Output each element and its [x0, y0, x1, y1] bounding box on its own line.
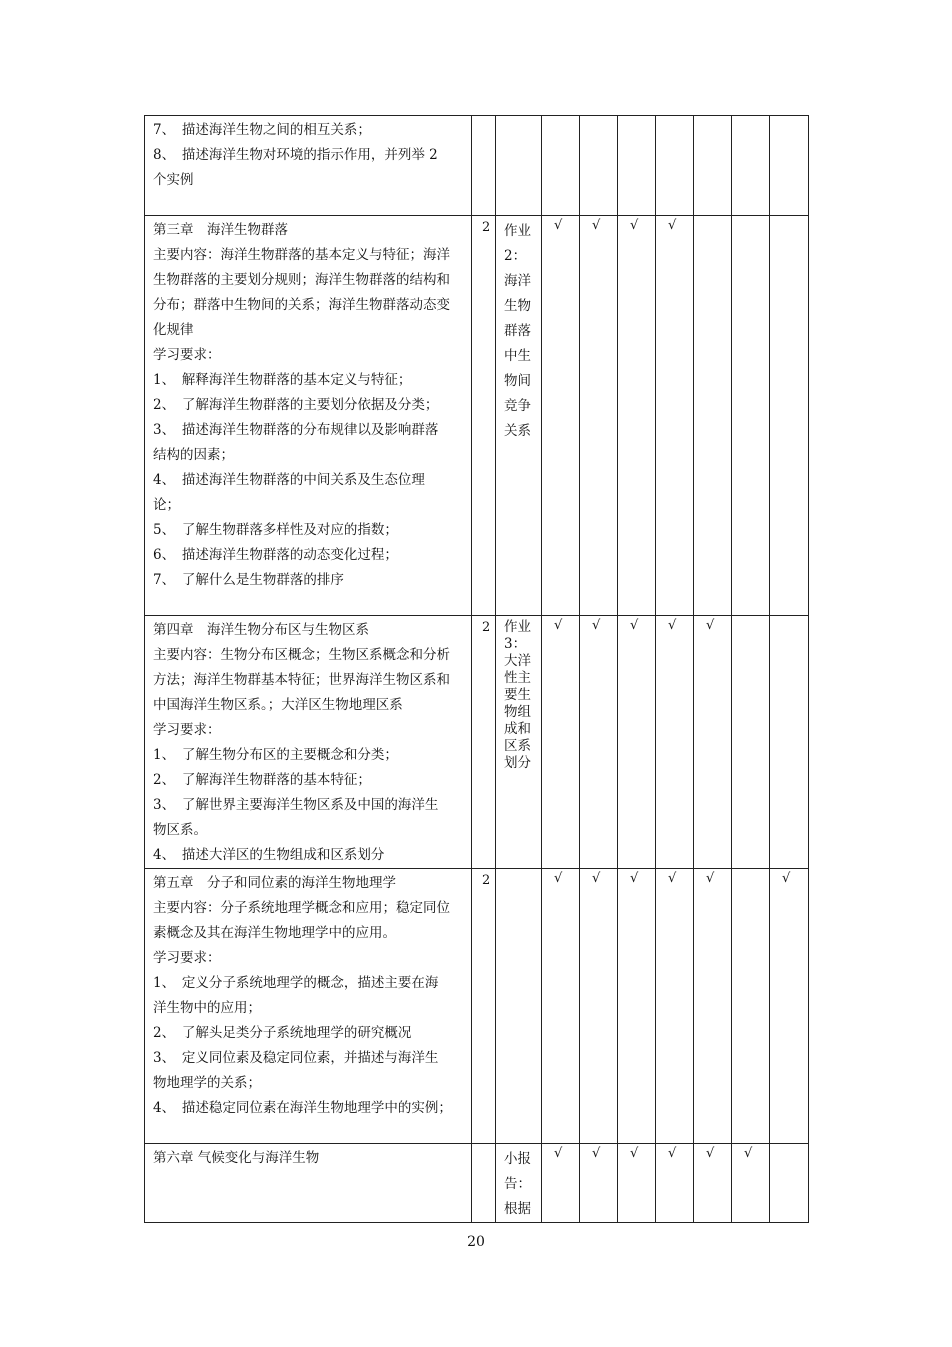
objective-check-cell [732, 216, 770, 616]
content-line: 学习要求： [153, 950, 221, 966]
assignment-line: 小报 [504, 1151, 531, 1167]
objective-check-cell: √ [694, 869, 732, 1144]
table-row [145, 116, 809, 216]
assignment-cell [496, 216, 542, 616]
objective-check-cell [732, 116, 770, 216]
content-line: 2、 了解海洋生物群落的主要划分依据及分类； [153, 397, 439, 413]
assignment-line: 作业 [504, 223, 531, 239]
objective-check-cell [770, 616, 809, 869]
content-line: 3、 定义同位素及稳定同位素，并描述与海洋生 [153, 1050, 439, 1066]
content-line: 第四章 海洋生物分布区与生物区系 [153, 622, 369, 638]
objective-check-cell [656, 116, 694, 216]
content-line: 中国海洋生物区系。；大洋区生物地理区系 [153, 697, 403, 713]
content-line: 5、 了解生物群落多样性及对应的指数； [153, 522, 398, 538]
assignment-line: 3： [504, 636, 527, 652]
content-line: 4、 描述稳定同位素在海洋生物地理学中的实例； [153, 1100, 452, 1116]
table-row [145, 1144, 809, 1223]
content-line: 生物群落的主要划分规则；海洋生物群落的结构和 [153, 272, 450, 288]
objective-check-cell [694, 116, 732, 216]
objective-check-cell [732, 869, 770, 1144]
objective-check-cell [770, 1144, 809, 1223]
objective-check-cell [618, 116, 656, 216]
objective-check-cell: √ [656, 616, 694, 869]
assignment-line: 性主 [504, 670, 531, 686]
assignment-line: 竞争 [504, 398, 531, 414]
content-line: 3、 描述海洋生物群落的分布规律以及影响群落 [153, 422, 439, 438]
objective-check-cell: √ [580, 869, 618, 1144]
assignment-line: 作业 [504, 619, 531, 635]
content-line: 论； [153, 497, 180, 513]
objective-check-cell [732, 616, 770, 869]
assignment-line: 物间 [504, 373, 531, 389]
assignment-cell [496, 616, 542, 869]
content-line: 第六章 气候变化与海洋生物 [153, 1150, 320, 1166]
assignment-line: 中生 [504, 348, 531, 364]
content-line: 主要内容：生物分布区概念；生物区系概念和分析 [153, 647, 450, 663]
assignment-line: 2： [504, 248, 527, 264]
assignment-line: 大洋 [504, 653, 531, 669]
assignment-cell [496, 116, 542, 216]
objective-check-cell: √ [580, 616, 618, 869]
assignment-line: 划分 [504, 755, 531, 771]
content-line: 第五章 分子和同位素的海洋生物地理学 [153, 875, 396, 891]
chapter-content-cell [145, 869, 472, 1144]
content-line: 分布；群落中生物间的关系；海洋生物群落动态变 [153, 297, 450, 313]
page-number: 20 [467, 1234, 485, 1250]
class-hours-cell [472, 116, 496, 216]
assignment-line: 物组 [504, 704, 531, 720]
content-line: 化规律 [153, 322, 194, 338]
assignment-line: 生物 [504, 298, 531, 314]
table-row [145, 616, 809, 869]
content-line: 7、 描述海洋生物之间的相互关系； [153, 122, 371, 138]
assignment-line: 成和 [504, 721, 531, 737]
content-line: 1、 解释海洋生物群落的基本定义与特征； [153, 372, 412, 388]
content-line: 2、 了解头足类分子系统地理学的研究概况 [153, 1025, 412, 1041]
content-line: 素概念及其在海洋生物地理学中的应用。 [153, 925, 396, 941]
objective-check-cell: √ [542, 216, 580, 616]
class-hours-cell: 2 [472, 616, 496, 869]
assignment-line: 关系 [504, 423, 531, 439]
syllabus-table [144, 115, 809, 1223]
content-line: 4、 描述海洋生物群落的中间关系及生态位理 [153, 472, 425, 488]
objective-check-cell: √ [618, 216, 656, 616]
objective-check-cell: √ [656, 216, 694, 616]
objective-check-cell: √ [656, 869, 694, 1144]
syllabus-table-body [145, 116, 809, 1223]
content-line: 4、 描述大洋区的生物组成和区系划分 [153, 847, 385, 863]
content-line: 物区系。 [153, 822, 207, 838]
objective-check-cell: √ [542, 616, 580, 869]
assignment-line: 根据 [504, 1201, 531, 1217]
objective-check-cell [770, 116, 809, 216]
objective-check-cell: √ [618, 1144, 656, 1223]
class-hours-cell: 2 [472, 216, 496, 616]
content-line: 7、 了解什么是生物群落的排序 [153, 572, 344, 588]
chapter-content-cell [145, 116, 472, 216]
objective-check-cell [770, 216, 809, 616]
objective-check-cell: √ [542, 1144, 580, 1223]
chapter-content-cell [145, 216, 472, 616]
content-line: 8、 描述海洋生物对环境的指示作用，并列举 2 [153, 147, 438, 163]
content-line: 个实例 [153, 172, 194, 188]
objective-check-cell: √ [770, 869, 809, 1144]
objective-check-cell [542, 116, 580, 216]
objective-check-cell: √ [580, 216, 618, 616]
objective-check-cell: √ [618, 869, 656, 1144]
objective-check-cell: √ [618, 616, 656, 869]
objective-check-cell [694, 216, 732, 616]
table-row [145, 869, 809, 1144]
content-line: 主要内容：分子系统地理学概念和应用；稳定同位 [153, 900, 450, 916]
content-line: 第三章 海洋生物群落 [153, 222, 288, 238]
content-line: 方法；海洋生物群基本特征；世界海洋生物区系和 [153, 672, 450, 688]
content-line: 6、 描述海洋生物群落的动态变化过程； [153, 547, 398, 563]
chapter-content-cell [145, 616, 472, 869]
content-line: 洋生物中的应用； [153, 1000, 261, 1016]
objective-check-cell: √ [542, 869, 580, 1144]
objective-check-cell: √ [732, 1144, 770, 1223]
objective-check-cell: √ [694, 1144, 732, 1223]
content-line: 1、 定义分子系统地理学的概念，描述主要在海 [153, 975, 439, 991]
content-line: 结构的因素； [153, 447, 234, 463]
content-line: 1、 了解生物分布区的主要概念和分类； [153, 747, 398, 763]
assignment-line: 告： [504, 1176, 531, 1192]
class-hours-cell [472, 1144, 496, 1223]
assignment-line: 要生 [504, 687, 531, 703]
assignment-cell [496, 1144, 542, 1223]
content-line: 主要内容：海洋生物群落的基本定义与特征；海洋 [153, 247, 450, 263]
class-hours-cell: 2 [472, 869, 496, 1144]
assignment-cell [496, 869, 542, 1144]
content-line: 3、 了解世界主要海洋生物区系及中国的海洋生 [153, 797, 439, 813]
objective-check-cell: √ [580, 1144, 618, 1223]
content-line: 学习要求： [153, 722, 221, 738]
assignment-line: 海洋 [504, 273, 531, 289]
chapter-content-cell [145, 1144, 472, 1223]
assignment-line: 区系 [504, 738, 531, 754]
objective-check-cell: √ [656, 1144, 694, 1223]
content-line: 学习要求： [153, 347, 221, 363]
assignment-line: 群落 [504, 323, 531, 339]
objective-check-cell: √ [694, 616, 732, 869]
content-line: 2、 了解海洋生物群落的基本特征； [153, 772, 371, 788]
objective-check-cell [580, 116, 618, 216]
content-line: 物地理学的关系； [153, 1075, 261, 1091]
table-row [145, 216, 809, 616]
